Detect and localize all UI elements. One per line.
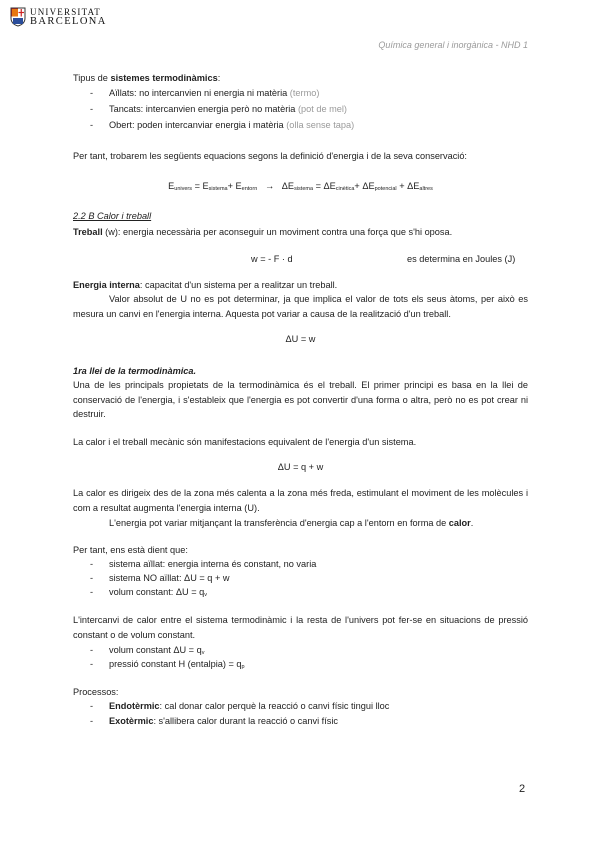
list-item: - Exotèrmic: s'allibera calor durant la reacció o canvi físic (90, 716, 339, 726)
treball-definition: Treball (w): energia necessària per aconseguir un moviment contra una força que s'hi oposa. (73, 227, 453, 237)
first-law-paragraph: Una de les principals propietats de la termodinàmica és el treball. El primer principi es basa en la llei de conservació de l'energia, i s'estableix que l'energia es pot convertir d'una forma o altra, però no es pot crear ni destruir. (73, 380, 528, 419)
equation-du-q-w: ΔU = q + w (277, 462, 324, 472)
equations-intro: Per tant, trobarem les següents equacions segons la definició d'energia i de la seva conservació: (73, 151, 467, 161)
internal-energy-paragraph: Valor absolut de U no es pot determinar, ja que implica el valor de tots els seus àtoms, per això es mesura un canvi en l'energia interna. Aquesta pot variar a causa de la realització d'un treball. (73, 294, 528, 319)
work-units: es determina en Joules (J) (407, 254, 516, 264)
energy-conservation-equation: $E_{univers} = E_{sistema}+ E_{entorn}$ → $\Delta E_{sistema} = \Delta E_{cinètica}+ \Delta E_{potencial} + \Delta E_{altres}$ (168, 181, 433, 192)
equation-du-w: ΔU = w (285, 334, 316, 344)
shield-icon (10, 7, 26, 27)
processes-intro: Processos: (73, 687, 119, 697)
energy-transfer-paragraph: L'energia pot variar mitjançant la transferència d'energia cap a l'entorn en forma de calor. (109, 518, 474, 528)
list-item: - Aïllats: no intercanvien ni energia ni matèria (termo) (90, 88, 320, 98)
section-heading-calor-treball: 2.2 B Calor i treball (73, 211, 152, 221)
energia-interna-definition: Energia interna: capacitat d'un sistema per a realitzar un treball. (73, 280, 338, 290)
work-formula: w = - F · d (251, 254, 293, 264)
list-item: - Tancats: intercanvien energia però no matèria (pot de mel) (90, 104, 347, 114)
list-item: - sistema NO aïllat: ΔU = q + w (90, 573, 230, 583)
logo-line-1: UNIVERSITAT (30, 7, 101, 17)
list-item: - sistema aïllat: energia interna és constant, no varia (90, 559, 317, 569)
systems-list (73, 88, 528, 136)
list-item: - Obert: poden intercanviar energia i matèria (olla sense tapa) (90, 120, 355, 130)
page-content (73, 0, 528, 848)
therefore-intro: Per tant, ens està dient que: (73, 545, 188, 555)
systems-intro: Tipus de sistemes termodinàmics: (73, 73, 221, 83)
heat-exchange-paragraph: L'intercanvi de calor entre el sistema termodinàmic i la resta de l'univers pot fer-se en situacions de pressió constant o de volum constant. (73, 615, 528, 640)
constant-conditions-list (73, 645, 528, 673)
heat-work-paragraph: La calor i el treball mecànic són manifestacions equivalent de l'energia d'un sistema. (73, 437, 417, 447)
system-cases-list (73, 559, 528, 601)
list-item: - Endotèrmic: cal donar calor perquè la reacció o canvi físic tingui lloc (90, 701, 390, 711)
heat-direction-paragraph: La calor es dirigeix des de la zona més calenta a la zona més freda, estimulant el moviment de les molècules i com a resultat augmenta l'energia interna (U). (73, 488, 528, 513)
list-item: - pressió constant H (entalpia) = $q_p$ (90, 659, 245, 670)
course-header: Química general i inorgànica - NHD 1 (378, 40, 528, 50)
page-number: 2 (519, 783, 526, 795)
logo-line-2: BARCELONA (30, 16, 107, 27)
list-item: - volum constant: $\Delta U = q_v$ (90, 587, 207, 598)
processes-list (73, 701, 528, 731)
first-law-heading: 1ra llei de la termodinàmica. (73, 366, 197, 376)
list-item: - volum constant $\Delta U = q_v$ (90, 645, 205, 656)
